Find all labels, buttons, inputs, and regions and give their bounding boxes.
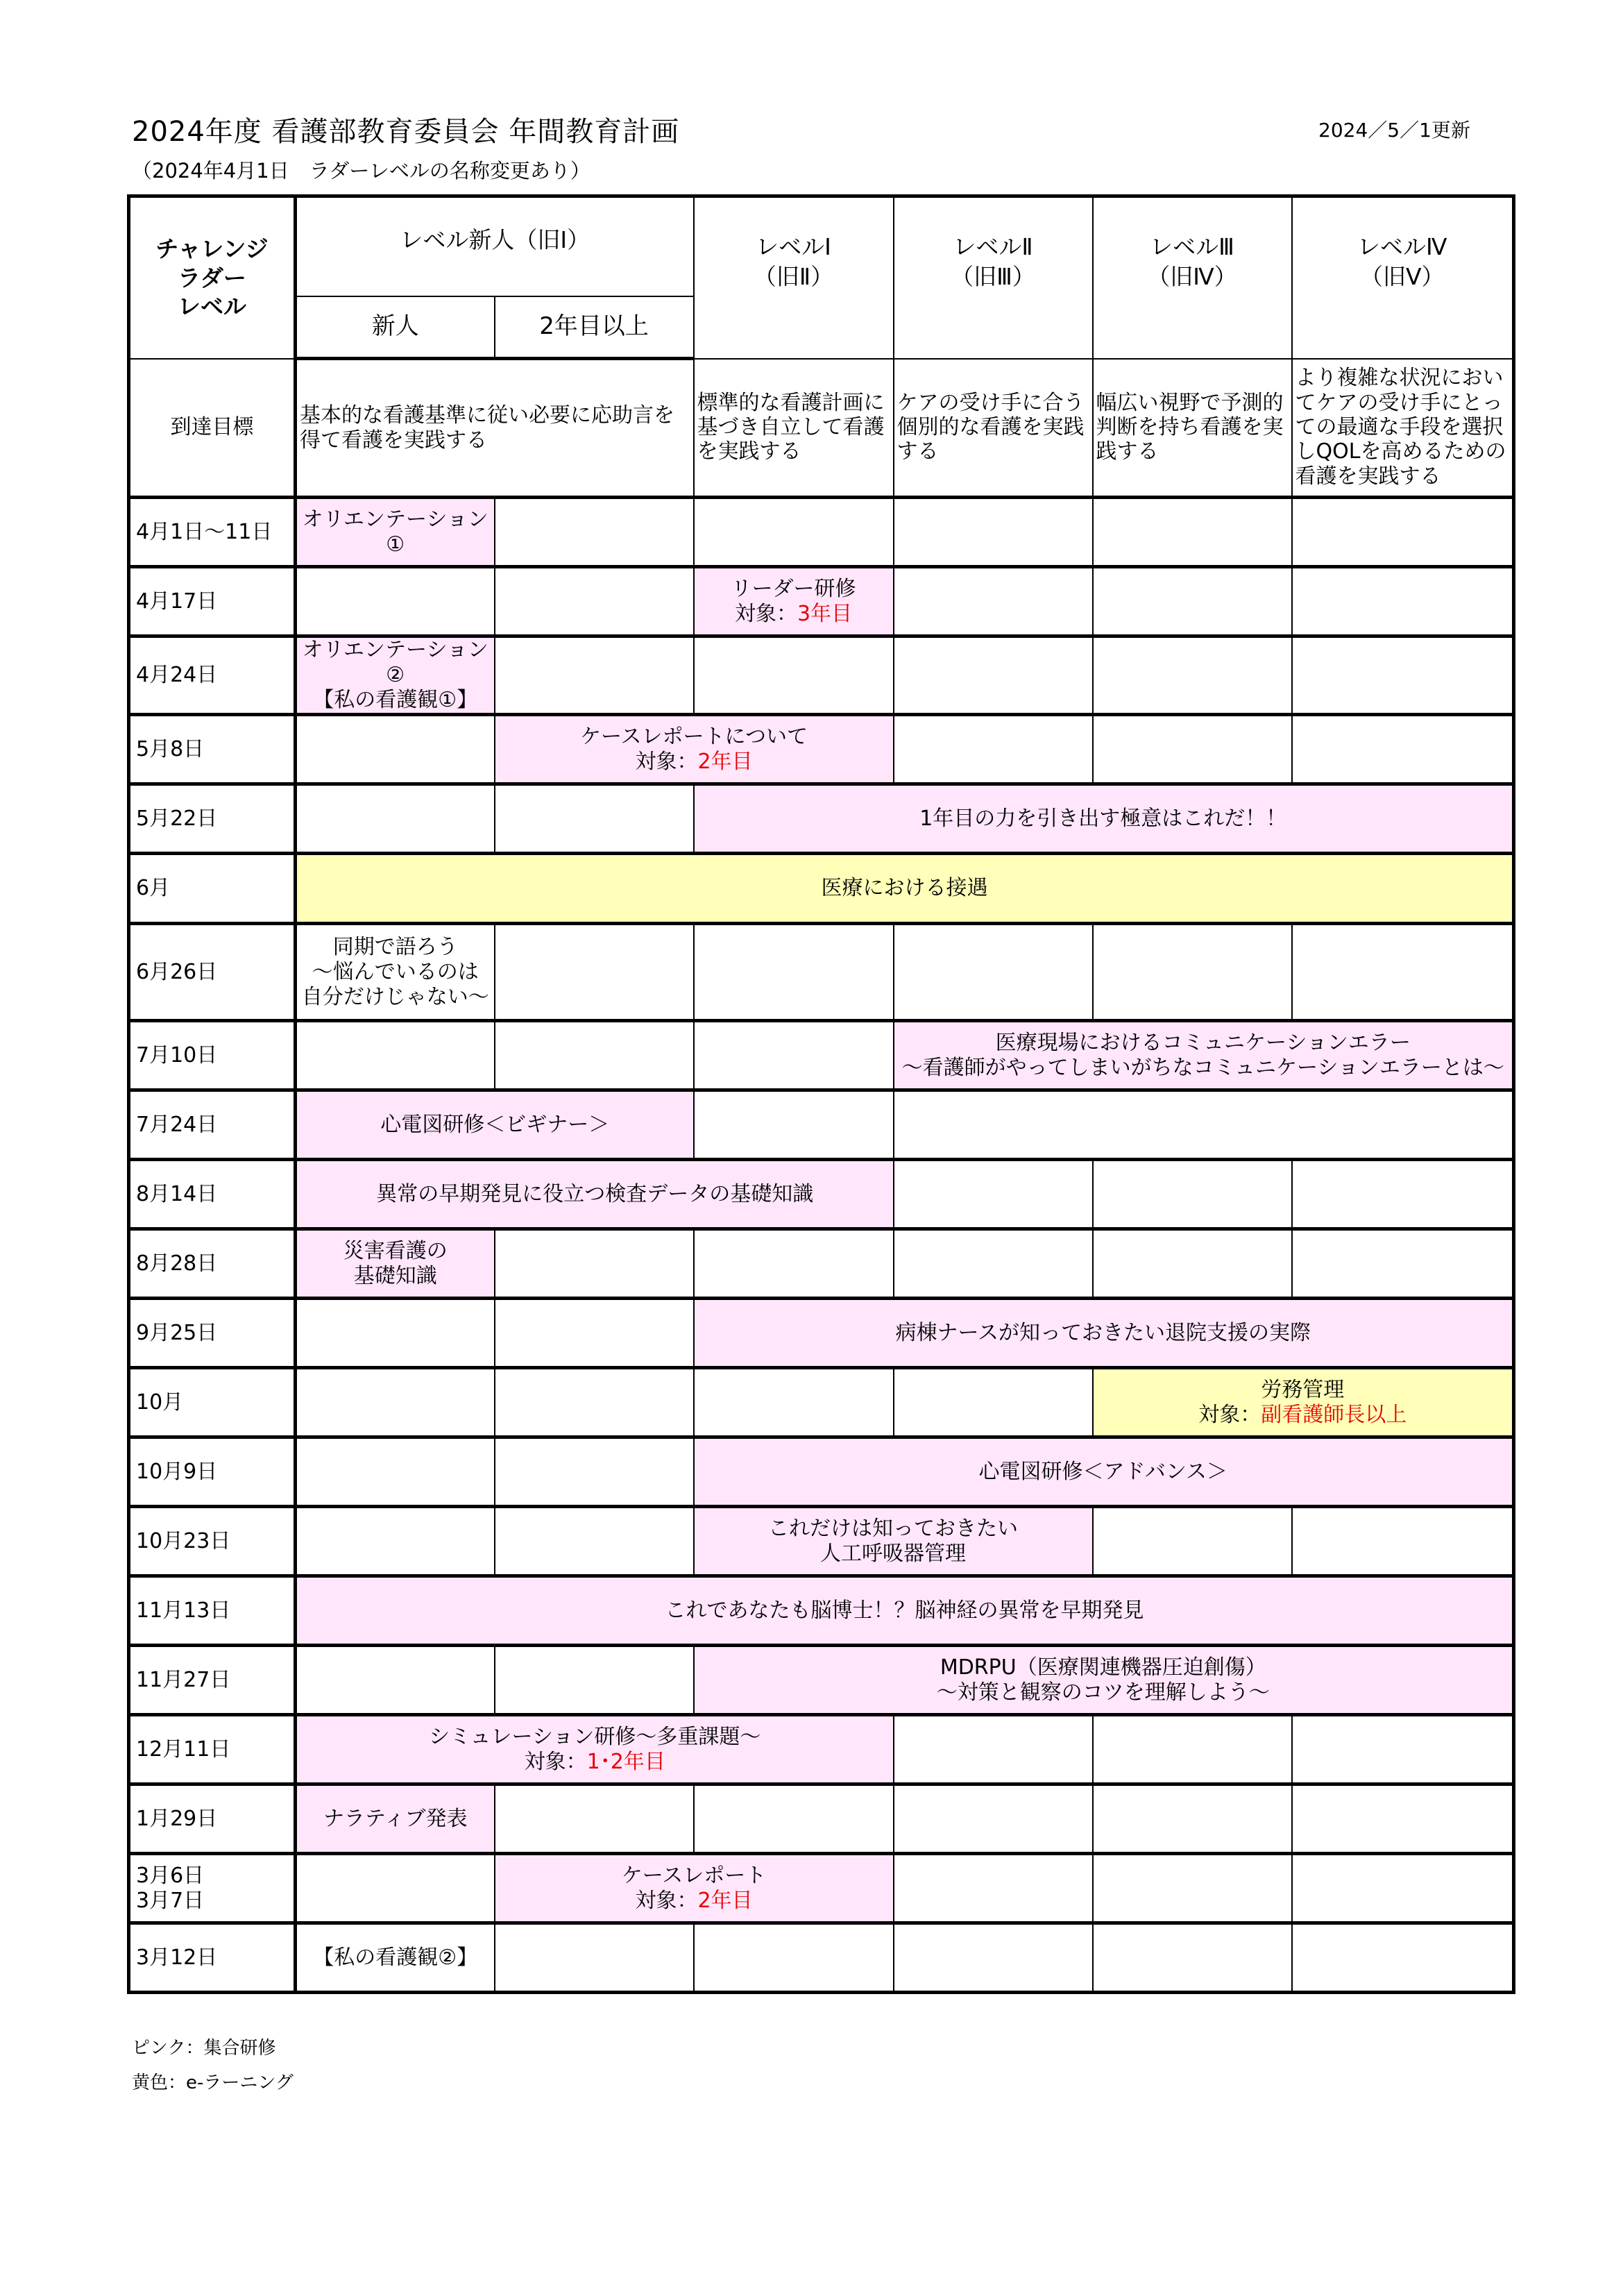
training-cell [694, 1507, 1093, 1576]
empty-cell [495, 1784, 694, 1854]
empty-cell [1093, 1784, 1292, 1854]
updated-date: 2024／5／1更新 [1318, 119, 1470, 142]
empty-cell [694, 1090, 894, 1160]
event-title-line2: ～看護師がやってしまいがちなコミュニケーションエラーとは～ [901, 1055, 1504, 1080]
empty-cell [1093, 1715, 1292, 1784]
empty-cell [894, 1090, 1514, 1160]
event-title: オリエンテーション [302, 638, 488, 662]
training-cell [296, 1160, 894, 1229]
level4-label: レベルⅣ [1357, 233, 1447, 260]
empty-cell [495, 1437, 694, 1507]
empty-cell [1093, 498, 1292, 567]
level1-old-label: （旧Ⅱ） [753, 262, 834, 290]
schedule-row [129, 636, 1514, 715]
schedule-row [129, 1646, 1514, 1715]
event-title: ケースレポートについて [580, 724, 808, 749]
row-date: 7月10日 [129, 1021, 296, 1090]
empty-cell [894, 715, 1093, 784]
empty-cell [1093, 715, 1292, 784]
empty-cell [694, 1229, 894, 1299]
empty-cell [1093, 1229, 1292, 1299]
row-date: 4月24日 [129, 636, 296, 715]
empty-cell [1292, 1854, 1514, 1923]
row-date: 4月1日～11日 [129, 498, 296, 567]
row-date: 11月27日 [129, 1646, 296, 1715]
level3-old-label: （旧Ⅳ） [1147, 262, 1237, 290]
schedule-row [129, 1784, 1514, 1854]
event-title: 【私の看護観②】 [313, 1945, 478, 1970]
empty-cell [296, 715, 495, 784]
header-row-levels [129, 196, 1514, 296]
row-date-line2: 3月7日 [136, 1888, 205, 1913]
row-date: 4月17日 [129, 567, 296, 636]
event-title: これだけは知っておきたい [768, 1516, 1019, 1541]
empty-cell [296, 1507, 495, 1576]
empty-cell [296, 1299, 495, 1368]
target-label: 対象： [524, 1749, 587, 1774]
empty-cell [296, 1437, 495, 1507]
event-title: ナラティブ発表 [323, 1806, 468, 1831]
event-target [495, 1889, 893, 1914]
training-cell [296, 1784, 495, 1854]
empty-cell [296, 1021, 495, 1090]
empty-cell [495, 924, 694, 1021]
event-target [297, 1750, 893, 1775]
event-title: これであなたも脳博士！？脳神経の異常を早期発見 [665, 1598, 1144, 1623]
sub-header-2nd-year: 2年目以上 [495, 296, 694, 359]
empty-cell [894, 1923, 1093, 1993]
elearning-cell [1093, 1368, 1514, 1437]
empty-cell [1292, 498, 1514, 567]
empty-cell [894, 1854, 1093, 1923]
event-target [1094, 1403, 1513, 1428]
schedule-row [129, 1368, 1514, 1437]
target-label: 対象： [635, 749, 698, 774]
empty-cell [495, 567, 694, 636]
sub-header-new: 新人 [296, 296, 495, 359]
training-cell [296, 1229, 495, 1299]
target-value: 副看護師長以上 [1261, 1402, 1407, 1427]
empty-cell [495, 1507, 694, 1576]
event-title-line2: ① [386, 532, 405, 557]
empty-cell [495, 1229, 694, 1299]
empty-cell [495, 636, 694, 715]
target-label: 対象： [635, 1888, 698, 1913]
training-cell [694, 567, 894, 636]
training-cell [296, 1715, 894, 1784]
level2-old-label: （旧Ⅲ） [951, 262, 1035, 290]
event-title: 病棟ナースが知っておきたい退院支援の実際 [895, 1320, 1311, 1345]
row-date: 11月13日 [129, 1576, 296, 1646]
empty-cell [1093, 1160, 1292, 1229]
level4-header [1292, 196, 1514, 359]
empty-cell [1292, 567, 1514, 636]
ladder-label-line1: チャレンジ [155, 235, 269, 263]
empty-cell [495, 498, 694, 567]
empty-cell [296, 1646, 495, 1715]
goal-new: 基本的な看護基準に従い必要に応助言を得て看護を実践する [296, 359, 694, 498]
row-date: 6月26日 [129, 924, 296, 1021]
schedule-row [129, 498, 1514, 567]
event-title: 労務管理 [1261, 1377, 1345, 1402]
schedule-row [129, 784, 1514, 854]
event-title: 医療における接遇 [821, 876, 988, 900]
ladder-label-line2: ラダー [178, 264, 246, 292]
empty-cell [495, 1646, 694, 1715]
event-title-line2: ～悩んでいるのは [312, 959, 479, 984]
row-date: 1月29日 [129, 1784, 296, 1854]
empty-cell [894, 636, 1093, 715]
empty-cell [894, 1229, 1093, 1299]
empty-cell [1292, 1784, 1514, 1854]
row-date: 5月22日 [129, 784, 296, 854]
training-cell [296, 636, 495, 715]
empty-cell [894, 567, 1093, 636]
goals-label: 到達目標 [129, 359, 296, 498]
row-date: 12月11日 [129, 1715, 296, 1784]
event-title: ケースレポート [621, 1863, 767, 1888]
event-title-line2: ② [386, 663, 405, 687]
schedule-row [129, 1715, 1514, 1784]
empty-cell [296, 784, 495, 854]
event-title: リーダー研修 [731, 576, 856, 601]
page-subtitle: （2024年4月1日 ラダーレベルの名称変更あり） [132, 159, 590, 183]
page-title: 2024年度 看護部教育委員会 年間教育計画 [132, 116, 680, 148]
event-title: 1年目の力を引き出す極意はこれだ！！ [919, 806, 1287, 831]
level3-label: レベルⅢ [1150, 233, 1234, 260]
empty-cell [894, 1368, 1093, 1437]
empty-cell [1093, 1854, 1292, 1923]
event-title: シミュレーション研修～多重課題～ [429, 1724, 761, 1749]
event-title-line2: 基礎知識 [353, 1263, 437, 1288]
event-target [495, 750, 893, 775]
schedule-row [129, 1299, 1514, 1368]
goal-level3: 幅広い視野で予測的判断を持ち看護を実践する [1093, 359, 1292, 498]
training-cell [694, 784, 1514, 854]
empty-cell [1292, 1923, 1514, 1993]
empty-cell [1093, 567, 1292, 636]
event-title-line3: 自分だけじゃない～ [301, 984, 489, 1009]
empty-cell [1292, 1160, 1514, 1229]
schedule-row [129, 1090, 1514, 1160]
empty-cell [1292, 1229, 1514, 1299]
training-cell [894, 1021, 1514, 1090]
empty-cell [1093, 1923, 1292, 1993]
goal-level4: より複雑な状況においてケアの受け手にとっての最適な手段を選択しQOLを高めるための看護を実践する [1292, 359, 1514, 498]
empty-cell [694, 1784, 894, 1854]
goal-level2: ケアの受け手に合う個別的な看護を実践する [894, 359, 1093, 498]
event-title: 医療現場におけるコミュニケーションエラー [995, 1030, 1411, 1055]
schedule-row [129, 924, 1514, 1021]
training-cell [296, 924, 495, 1021]
row-date-line1: 3月6日 [136, 1863, 205, 1888]
empty-cell [694, 924, 894, 1021]
empty-cell [1292, 924, 1514, 1021]
level3-header [1093, 196, 1292, 359]
target-label: 対象： [734, 601, 797, 626]
event-title: オリエンテーション [302, 507, 488, 532]
target-value: 3年目 [797, 601, 853, 626]
empty-cell [495, 784, 694, 854]
row-date: 6月 [129, 854, 296, 924]
row-date: 3月12日 [129, 1923, 296, 1993]
level2-label: レベルⅡ [953, 233, 1033, 260]
empty-cell [694, 636, 894, 715]
ladder-level-header [129, 196, 296, 359]
schedule-row [129, 715, 1514, 784]
training-cell [694, 1437, 1514, 1507]
training-cell [296, 498, 495, 567]
schedule-row [129, 1021, 1514, 1090]
empty-cell [1292, 1715, 1514, 1784]
empty-cell [1292, 636, 1514, 715]
schedule-row [129, 854, 1514, 924]
target-value: 1･2年目 [586, 1749, 665, 1774]
level-new-label: レベル新人（旧Ⅰ） [400, 226, 590, 253]
row-date: 10月 [129, 1368, 296, 1437]
schedule-row [129, 567, 1514, 636]
training-cell [296, 1923, 495, 1993]
empty-cell [1292, 715, 1514, 784]
event-title: 心電図研修＜ビギナー＞ [380, 1112, 610, 1137]
row-date: 10月9日 [129, 1437, 296, 1507]
empty-cell [894, 1784, 1093, 1854]
training-cell [694, 1646, 1514, 1715]
row-date [129, 1854, 296, 1923]
training-cell [495, 715, 894, 784]
row-date: 7月24日 [129, 1090, 296, 1160]
level2-header [894, 196, 1093, 359]
target-label: 対象： [1198, 1402, 1261, 1427]
empty-cell [296, 1368, 495, 1437]
empty-cell [894, 1715, 1093, 1784]
legend-yellow: 黄色：e-ラーニング [132, 2073, 294, 2093]
education-plan-table [127, 194, 1515, 1994]
level1-header [694, 196, 894, 359]
goals-row [129, 359, 1514, 498]
training-cell [694, 1299, 1514, 1368]
level-new-header [296, 196, 694, 296]
empty-cell [894, 498, 1093, 567]
row-date: 8月14日 [129, 1160, 296, 1229]
empty-cell [1093, 636, 1292, 715]
empty-cell [495, 1368, 694, 1437]
empty-cell [495, 1299, 694, 1368]
empty-cell [694, 1021, 894, 1090]
row-date: 9月25日 [129, 1299, 296, 1368]
training-cell [296, 1090, 694, 1160]
row-date: 10月23日 [129, 1507, 296, 1576]
schedule-row [129, 1437, 1514, 1507]
event-title-line2: ～対策と観察のコツを理解しよう～ [936, 1680, 1270, 1705]
event-title: 災害看護の [343, 1238, 448, 1263]
event-target [695, 602, 893, 627]
target-value: 2年目 [697, 749, 753, 774]
schedule-row [129, 1854, 1514, 1923]
level1-label: レベルⅠ [756, 233, 831, 260]
schedule-row [129, 1229, 1514, 1299]
schedule-row [129, 1507, 1514, 1576]
level4-old-label: （旧Ⅴ） [1359, 262, 1445, 290]
empty-cell [694, 1923, 894, 1993]
target-value: 2年目 [697, 1888, 753, 1913]
event-title: 異常の早期発見に役立つ検査データの基礎知識 [376, 1181, 814, 1206]
training-cell [495, 1854, 894, 1923]
row-date: 5月8日 [129, 715, 296, 784]
row-date: 8月28日 [129, 1229, 296, 1299]
empty-cell [1093, 1507, 1292, 1576]
event-title: MDRPU（医療関連機器圧迫創傷） [940, 1655, 1266, 1680]
event-title: 心電図研修＜アドバンス＞ [978, 1459, 1228, 1484]
elearning-cell [296, 854, 1514, 924]
goal-level1: 標準的な看護計画に基づき自立して看護を実践する [694, 359, 894, 498]
empty-cell [894, 924, 1093, 1021]
empty-cell [495, 1923, 694, 1993]
schedule-row [129, 1576, 1514, 1646]
event-title-line3: 【私の看護観①】 [313, 688, 478, 712]
empty-cell [1292, 1507, 1514, 1576]
event-title: 同期で語ろう [332, 934, 458, 959]
training-cell [296, 1576, 1514, 1646]
schedule-row [129, 1160, 1514, 1229]
empty-cell [495, 1021, 694, 1090]
empty-cell [296, 567, 495, 636]
legend-pink: ピンク：集合研修 [132, 2038, 276, 2059]
empty-cell [894, 1160, 1093, 1229]
schedule-row [129, 1923, 1514, 1993]
empty-cell [694, 1368, 894, 1437]
empty-cell [296, 1854, 495, 1923]
ladder-label-line3: レベル [178, 292, 246, 320]
empty-cell [1093, 924, 1292, 1021]
event-title-line2: 人工呼吸器管理 [820, 1541, 967, 1566]
empty-cell [694, 498, 894, 567]
